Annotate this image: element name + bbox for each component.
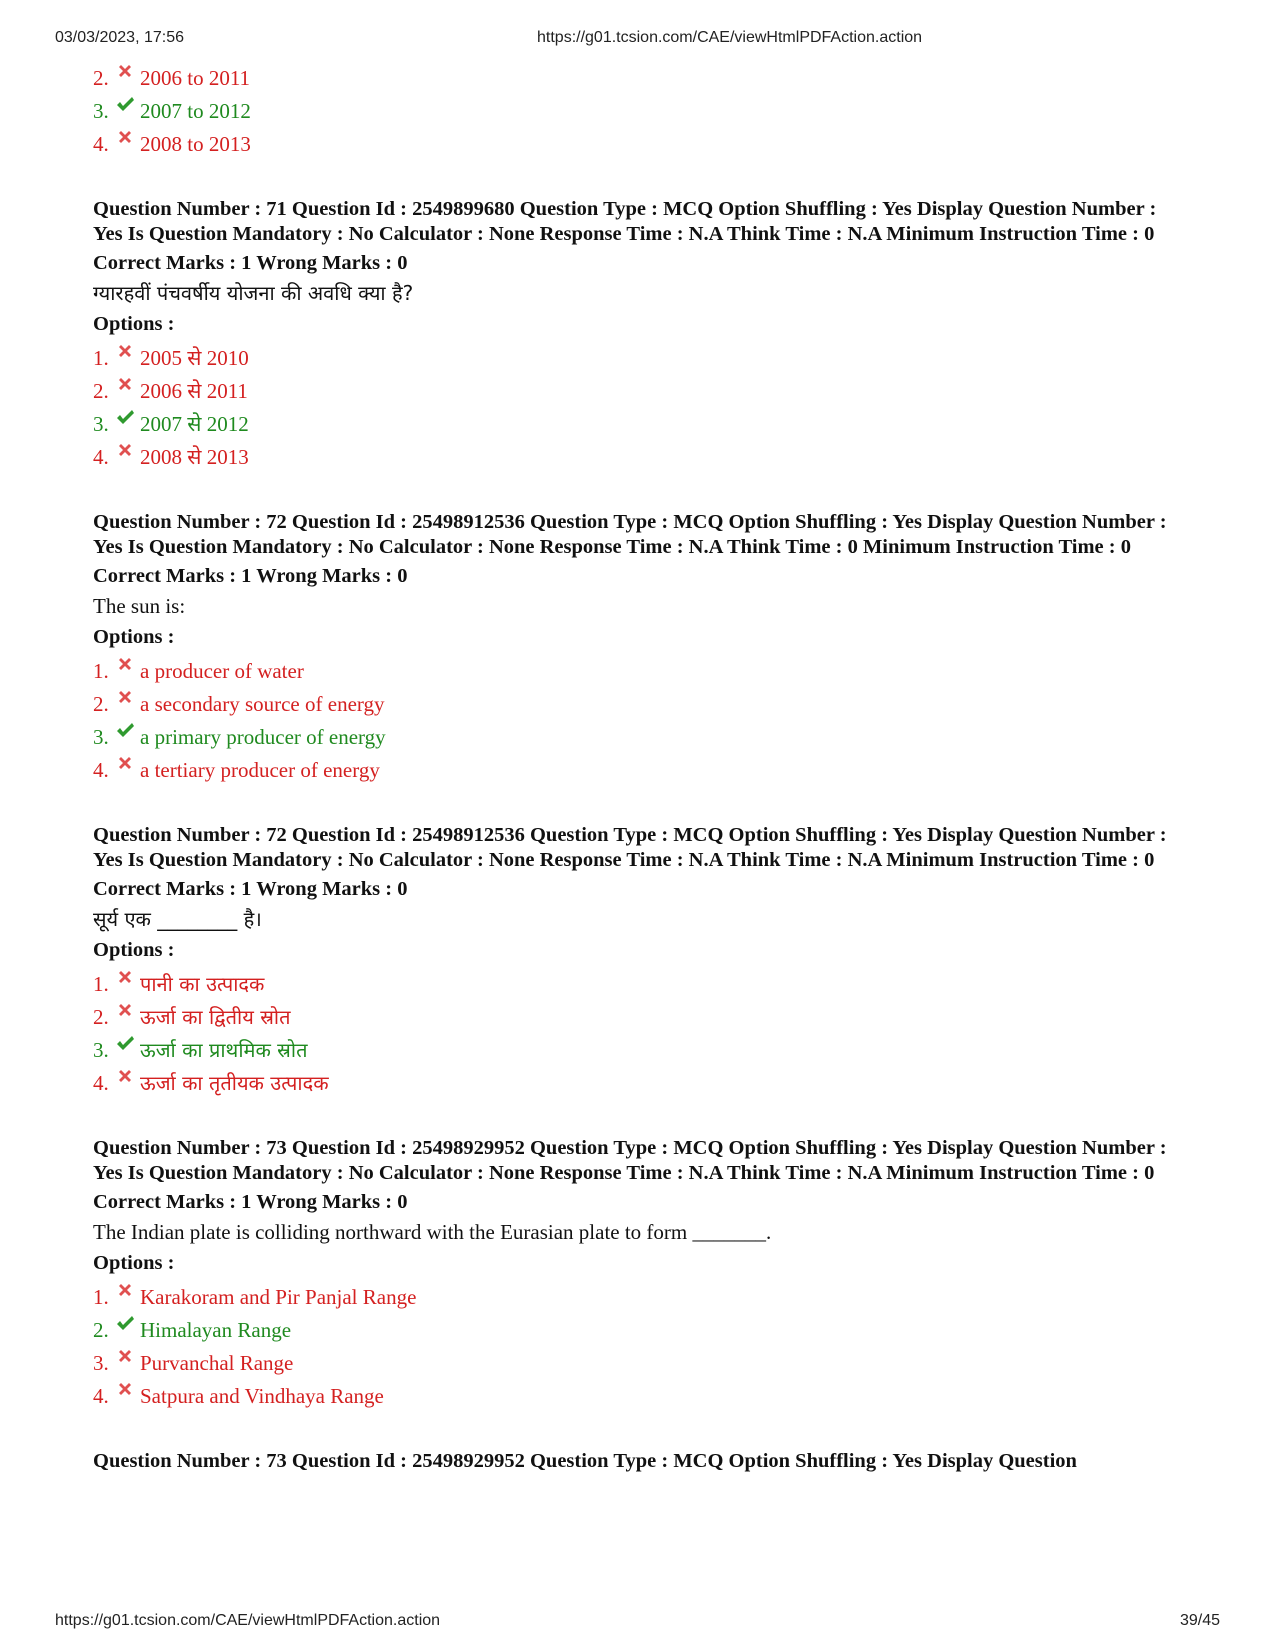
check-icon bbox=[115, 1036, 139, 1058]
question-text: The sun is: bbox=[93, 594, 186, 618]
option-item: 4. a tertiary producer of energy bbox=[93, 758, 380, 782]
option-item: 3. 2007 से 2012 bbox=[93, 412, 249, 436]
options-label: Options : bbox=[93, 313, 175, 335]
option-list bbox=[93, 968, 1203, 1100]
options-label: Options : bbox=[93, 939, 175, 961]
option-item: 3. Purvanchal Range bbox=[93, 1351, 294, 1375]
option-item: 2. Himalayan Range bbox=[93, 1318, 292, 1342]
cross-icon bbox=[115, 690, 139, 712]
option-item: 4. Satpura and Vindhaya Range bbox=[93, 1384, 384, 1408]
question-block bbox=[93, 823, 1203, 1100]
cross-icon bbox=[115, 756, 139, 778]
option-item: 2. ऊर्जा का द्वितीय स्रोत bbox=[93, 1005, 291, 1029]
option-item: 3. 2007 to 2012 bbox=[93, 99, 251, 123]
question-block bbox=[93, 197, 1203, 474]
option-item: 3. a primary producer of energy bbox=[93, 725, 386, 749]
cross-icon bbox=[115, 1003, 139, 1025]
question-marks: Correct Marks : 1 Wrong Marks : 0 bbox=[93, 565, 408, 587]
option-item: 1. a producer of water bbox=[93, 659, 304, 683]
check-icon bbox=[115, 97, 139, 119]
check-icon bbox=[115, 1316, 139, 1338]
cross-icon bbox=[115, 1069, 139, 1091]
question-marks: Correct Marks : 1 Wrong Marks : 0 bbox=[93, 252, 408, 274]
option-item: 3. ऊर्जा का प्राथमिक स्रोत bbox=[93, 1038, 308, 1062]
footer-url: https://g01.tcsion.com/CAE/viewHtmlPDFAction.action bbox=[55, 1612, 441, 1629]
option-item: 2. 2006 to 2011 bbox=[93, 66, 251, 90]
options-label: Options : bbox=[93, 626, 175, 648]
option-item: 1. 2005 से 2010 bbox=[93, 346, 249, 370]
option-item: 4. 2008 to 2013 bbox=[93, 132, 251, 156]
question-block-partial bbox=[93, 1449, 1203, 1474]
question-marks: Correct Marks : 1 Wrong Marks : 0 bbox=[93, 878, 408, 900]
option-item: 1. Karakoram and Pir Panjal Range bbox=[93, 1285, 417, 1309]
cross-icon bbox=[115, 1382, 139, 1404]
option-list bbox=[93, 342, 1203, 474]
cross-icon bbox=[115, 344, 139, 366]
cross-icon bbox=[115, 130, 139, 152]
cross-icon bbox=[115, 64, 139, 86]
question-meta: Question Number : 73 Question Id : 25498929952 Question Type : MCQ Option Shuffling : Yes Display Question bbox=[93, 1450, 1077, 1472]
page-number: 39/45 bbox=[1180, 1612, 1221, 1629]
question-meta: Question Number : 72 Question Id : 25498912536 Question Type : MCQ Option Shuffling : Yes Display Question Number : Yes Is Question Mandatory : No Calculator : None Response Time : N.A Think Time : N.A Minimum Instruction Time : 0 bbox=[93, 824, 1167, 871]
cross-icon bbox=[115, 657, 139, 679]
question-block bbox=[93, 510, 1203, 787]
question-marks: Correct Marks : 1 Wrong Marks : 0 bbox=[93, 1191, 408, 1213]
options-label: Options : bbox=[93, 1252, 175, 1274]
question-meta: Question Number : 72 Question Id : 25498912536 Question Type : MCQ Option Shuffling : Yes Display Question Number : Yes Is Question Mandatory : No Calculator : None Response Time : N.A Think Time : 0 Minimum Instruction Time : 0 bbox=[93, 511, 1167, 558]
option-item: 2. 2006 से 2011 bbox=[93, 379, 248, 403]
cross-icon bbox=[115, 970, 139, 992]
check-icon bbox=[115, 410, 139, 432]
option-list bbox=[93, 1281, 1203, 1413]
question-block bbox=[93, 1136, 1203, 1413]
question-paper-content bbox=[93, 62, 1203, 1474]
option-list bbox=[93, 655, 1203, 787]
option-item: 4. 2008 से 2013 bbox=[93, 445, 249, 469]
cross-icon bbox=[115, 377, 139, 399]
question-text: The Indian plate is colliding northward with the Eurasian plate to form _______. bbox=[93, 1220, 772, 1244]
option-item: 1. पानी का उत्पादक bbox=[93, 972, 265, 996]
question-meta: Question Number : 73 Question Id : 25498929952 Question Type : MCQ Option Shuffling : Yes Display Question Number : Yes Is Question Mandatory : No Calculator : None Response Time : N.A Think Time : N.A Minimum Instruction Time : 0 bbox=[93, 1137, 1167, 1184]
print-url: https://g01.tcsion.com/CAE/viewHtmlPDFAction.action bbox=[537, 29, 923, 46]
question-meta: Question Number : 71 Question Id : 2549899680 Question Type : MCQ Option Shuffling : Yes Display Question Number : Yes Is Question Mandatory : No Calculator : None Response Time : N.A Think Time : N.A Minimum Instruction Time : 0 bbox=[93, 198, 1157, 245]
question-text: सूर्य एक ________ है। bbox=[93, 907, 262, 931]
cross-icon bbox=[115, 443, 139, 465]
cross-icon bbox=[115, 1349, 139, 1371]
cross-icon bbox=[115, 1283, 139, 1305]
check-icon bbox=[115, 723, 139, 745]
option-item: 2. a secondary source of energy bbox=[93, 692, 385, 716]
print-datetime: 03/03/2023, 17:56 bbox=[55, 29, 185, 46]
question-text: ग्यारहवीं पंचवर्षीय योजना की अवधि क्या है? bbox=[93, 281, 414, 305]
option-item: 4. ऊर्जा का तृतीयक उत्पादक bbox=[93, 1071, 329, 1095]
continued-options bbox=[93, 62, 1203, 161]
